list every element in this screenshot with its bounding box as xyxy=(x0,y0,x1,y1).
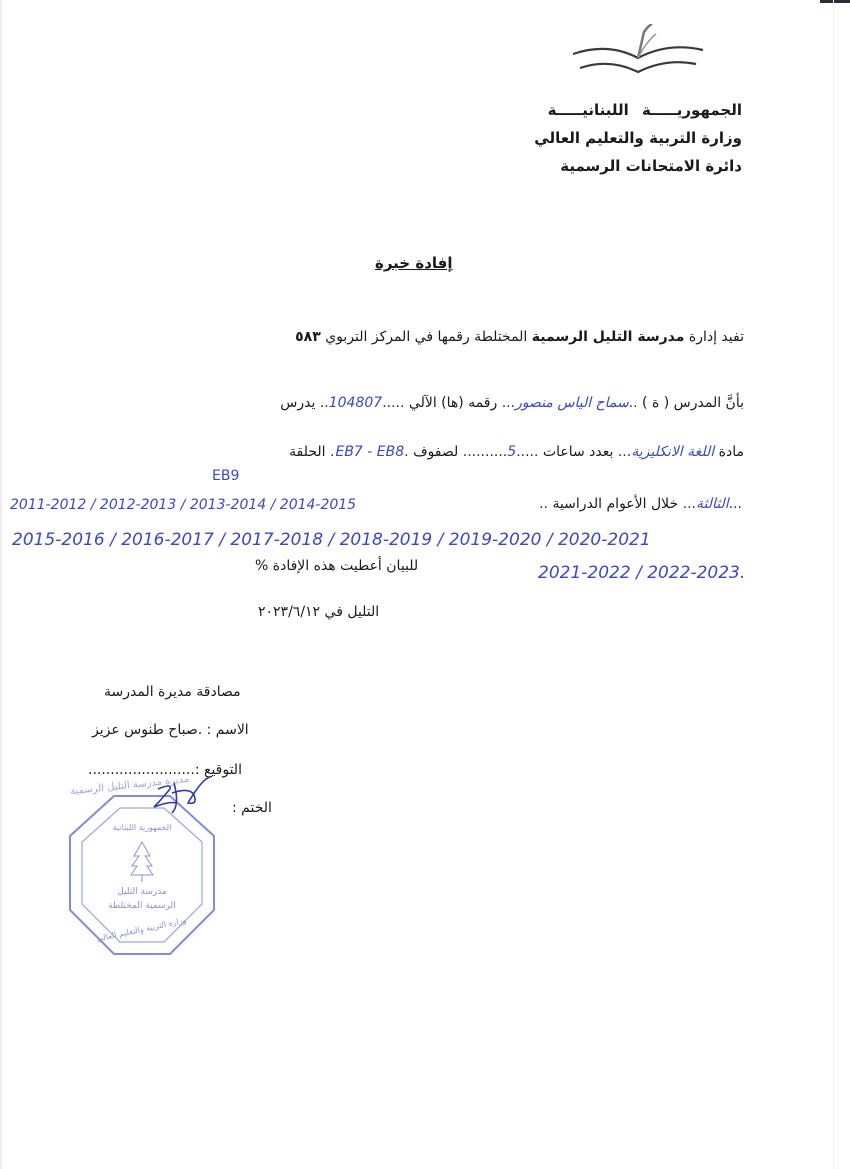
teacher-name: سماح الياس منصور xyxy=(515,395,629,411)
teacher-line: بأنَّ المدرس ( ة ) ..سماح الياس منصور... رقمه (ها) الآلي .....104807.. يدرس xyxy=(280,395,744,411)
hours-label: بعدد ساعات xyxy=(542,444,614,460)
document-header xyxy=(534,96,742,180)
stamp-ring-text: وزارة التربية والتعليم العالي xyxy=(95,915,188,944)
years-label: خلال الأعوام الدراسية xyxy=(552,496,679,512)
intro-line xyxy=(295,329,744,345)
years-row-1: 2011-2012 / 2012-2013 / 2013-2014 / 2014-2015 xyxy=(10,497,357,513)
hours-value: 5 xyxy=(507,444,517,460)
classes-extra: EB9 xyxy=(212,468,240,484)
intro-suffix: المختلطة رقمها في المركز التربوي xyxy=(325,329,528,345)
school-name: مدرسة التليل الرسمية xyxy=(531,329,685,345)
signature-dots: ........................ xyxy=(88,762,195,778)
signature-icon xyxy=(150,775,215,815)
approval-heading: مصادقة مديرة المدرسة xyxy=(104,684,241,700)
stamp-top-text: الجمهورية اللبنانية xyxy=(112,823,172,832)
scan-edge xyxy=(0,0,2,1169)
stamp-center-2: الرسمية المختلطة xyxy=(108,901,176,911)
principal-name-line xyxy=(92,722,249,738)
stamp-center-1: مدرسة التليل xyxy=(117,887,167,897)
years-row-3: 2021-2022 / 2022-2023. xyxy=(538,563,746,583)
signature-label: التوقيع : xyxy=(194,762,242,778)
statement: للبيان أعطيت هذه الإفادة % xyxy=(255,558,419,574)
classes-label: لصفوف xyxy=(413,444,459,460)
name-label: الاسم : xyxy=(206,722,249,738)
years-row-2: 2015-2016 / 2016-2017 / 2017-2018 / 2018-2019 / 2019-2020 / 2020-2021 xyxy=(12,530,651,550)
scan-edge xyxy=(833,0,834,1169)
header-republic: الجمهوريـــــة اللبنانيـــــة xyxy=(547,101,742,119)
seal-label: الختم : xyxy=(232,800,272,816)
ministry-logo-icon xyxy=(568,24,708,94)
teacher-number: 104807 xyxy=(328,395,383,411)
place-date: التليل في ٢٠٢٣/٦/١٢ xyxy=(258,604,380,620)
principal-name: .صباح طنوس عزيز xyxy=(92,722,203,738)
subject-line: مادة اللغة الانكليزية... بعدد ساعات .....5.......... لصفوف .EB7 - EB8. الحلقة xyxy=(289,444,744,460)
teaches-label: يدرس xyxy=(280,395,316,411)
years-line: ...الثالثة... خلال الأعوام الدراسية .. xyxy=(539,496,742,512)
school-stamp-icon xyxy=(62,790,222,960)
document-title: إفادة خبرة xyxy=(375,254,453,272)
header-department: دائرة الامتحانات الرسمية xyxy=(560,157,742,175)
stamp-arc-text: مديرة مدرسة التليل الرسمية xyxy=(69,773,190,798)
cycle-value: الثالثة xyxy=(695,496,729,512)
classes-value: EB7 - EB8 xyxy=(335,444,405,460)
teacher-label: بأنَّ المدرس ( ة ) xyxy=(642,395,744,411)
number-label: رقمه (ها) الآلي xyxy=(408,395,498,411)
subject-label: مادة xyxy=(718,444,744,460)
intro-prefix: تفيد إدارة xyxy=(688,329,744,345)
scan-edge xyxy=(820,0,850,3)
center-number: ٥٨٣ xyxy=(295,329,321,345)
header-ministry: وزارة التربية والتعليم العالي xyxy=(534,129,742,147)
subject-value: اللغة الانكليزية xyxy=(631,444,715,460)
cycle-label: الحلقة xyxy=(289,444,326,460)
